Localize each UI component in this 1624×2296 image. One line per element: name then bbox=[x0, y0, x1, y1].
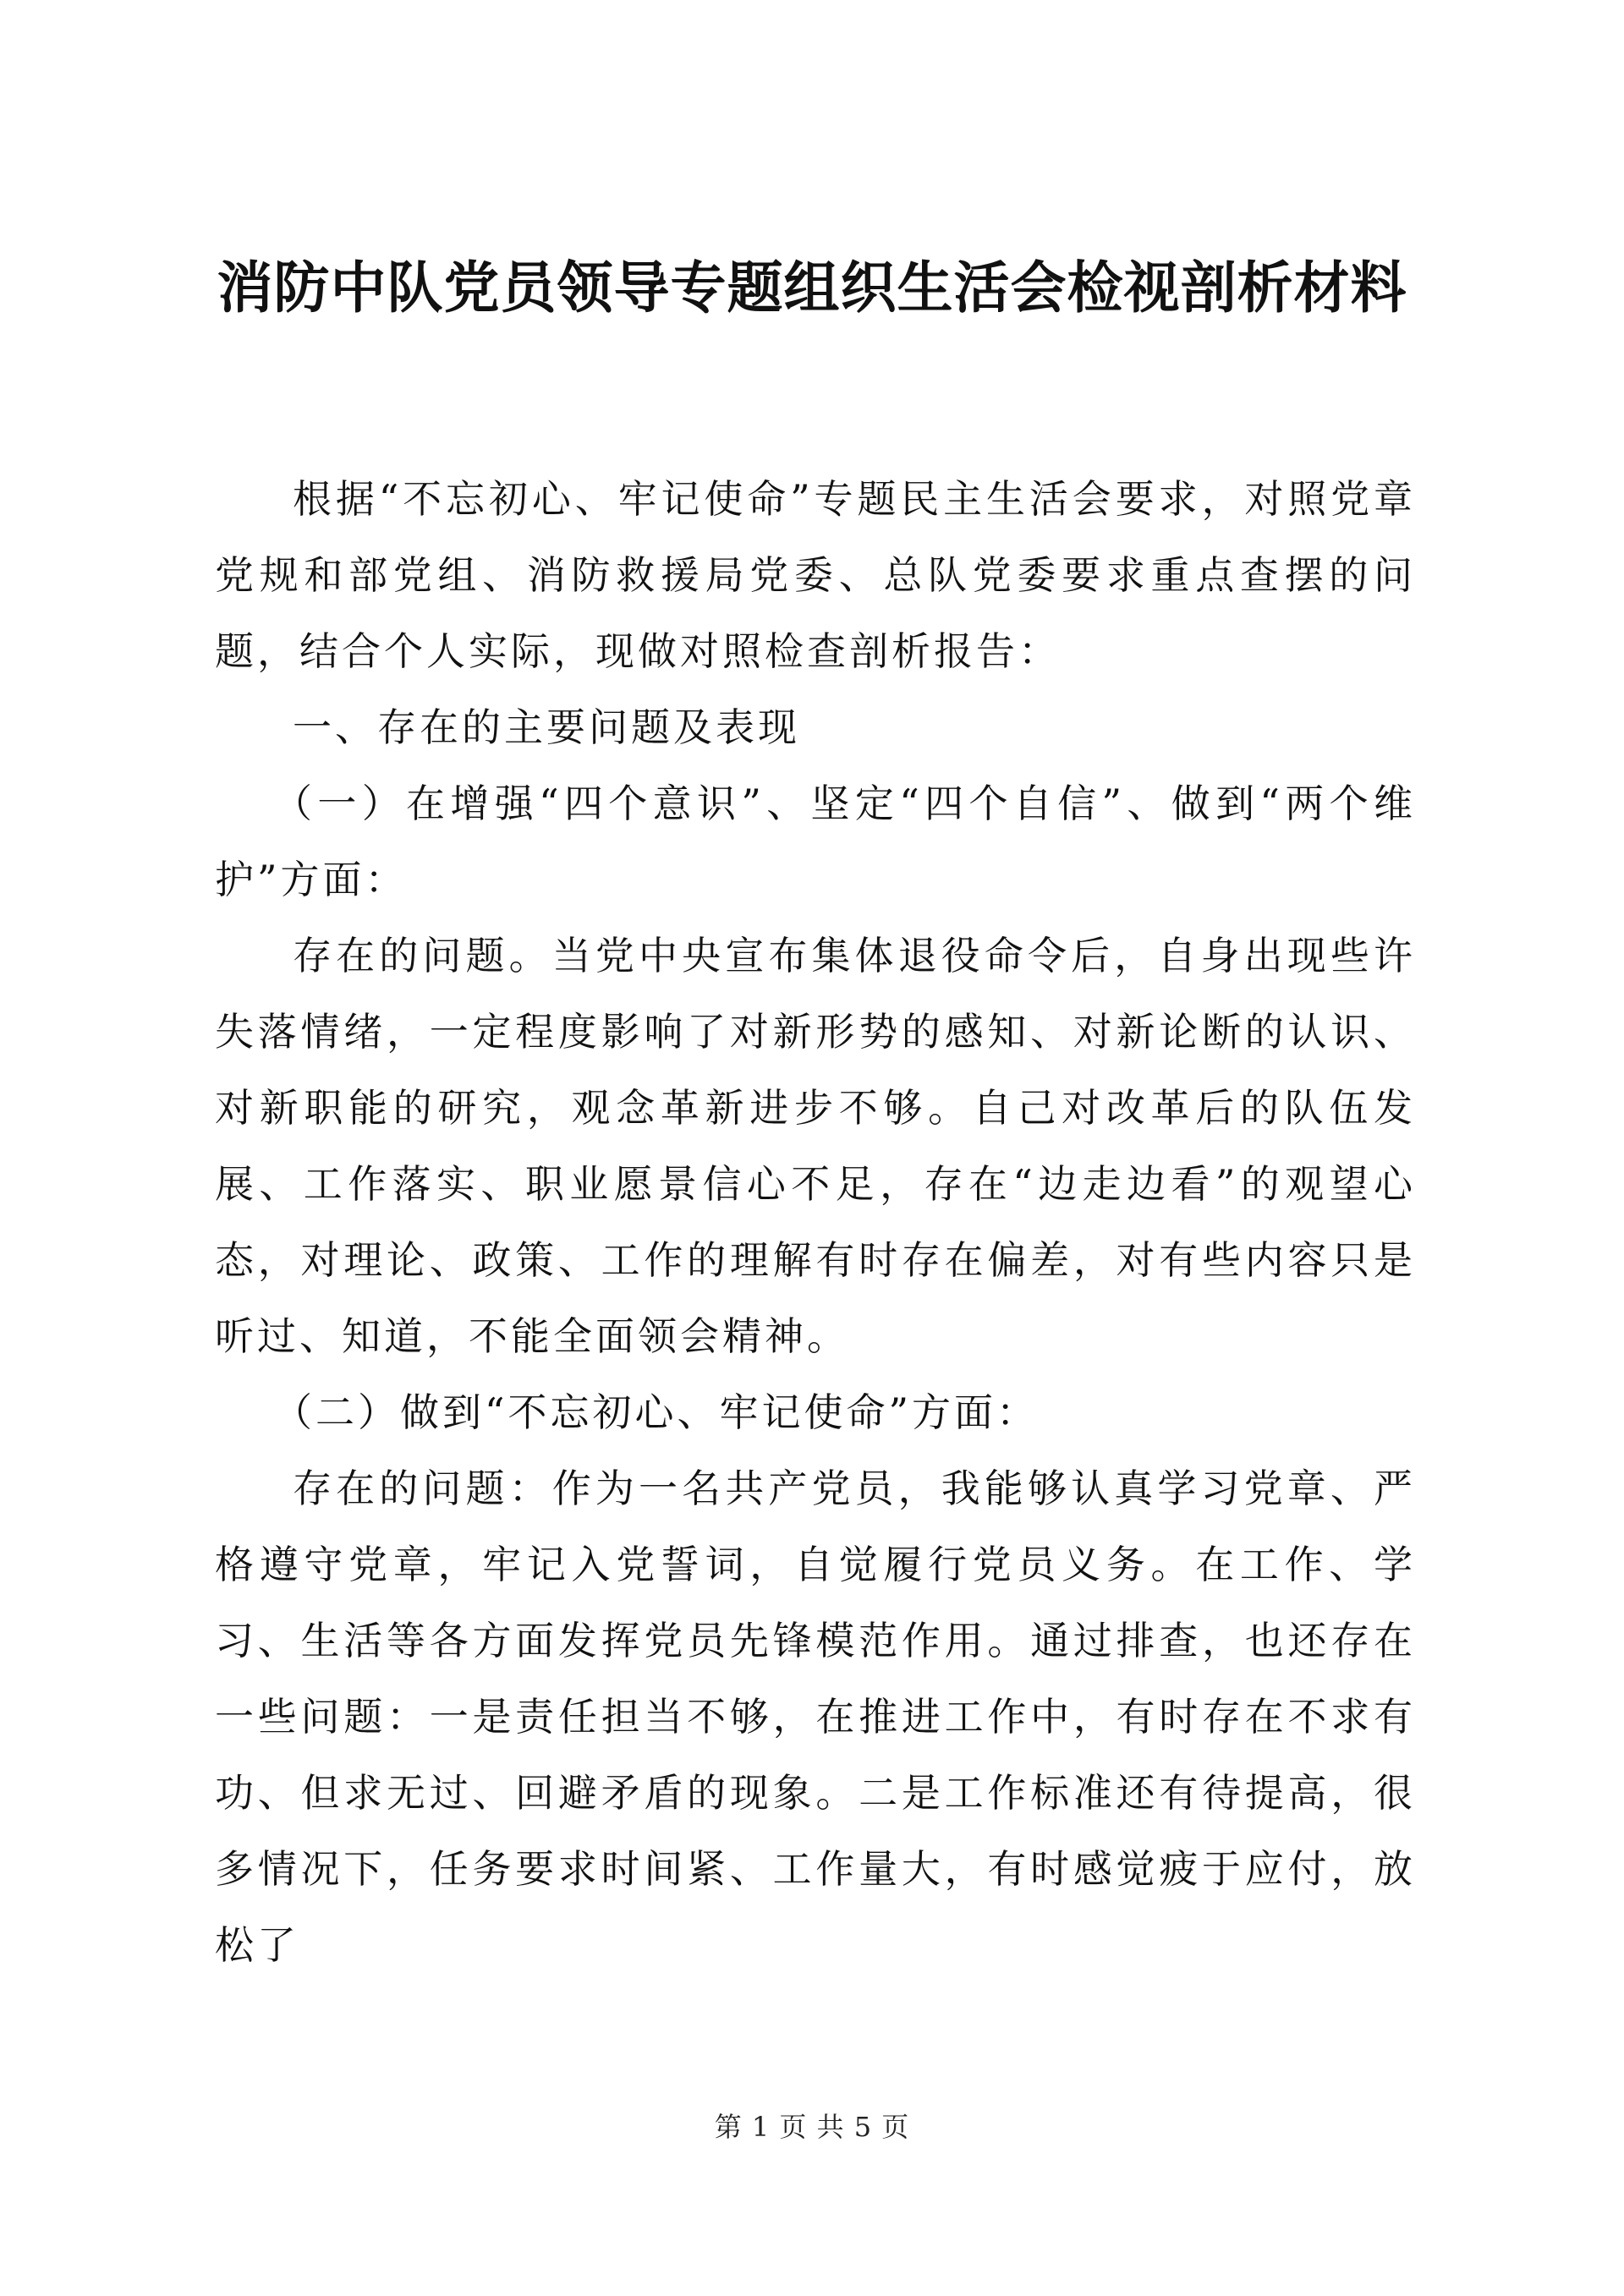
subsection-heading-1: （一）在增强“四个意识”、坚定“四个自信”、做到“两个维护”方面： bbox=[215, 781, 1416, 902]
document-title: 消防中队党员领导专题组织生活会检视剖析材料 bbox=[217, 255, 1407, 321]
section-heading: 一、存在的主要问题及表现 bbox=[293, 704, 800, 750]
subsection-heading-2: （二）做到“不忘初心、牢记使命”方面： bbox=[273, 1389, 1040, 1435]
paragraph-problem-1: 存在的问题。当党中央宣布集体退役命令后，自身出现些许失落情绪，一定程度影响了对新形势的感知、对新论断的认识、对新职能的研究，观念革新进步不够。自己对改革后的队伍发展、工作落实、职业愿景信心不足，存在“边走边看”的观望心态，对理论、政策、工作的理解有时存在偏差，对有些内容只是听过、知道，不能全面领会精神。 bbox=[215, 933, 1416, 1359]
document-body bbox=[215, 461, 1416, 1983]
paragraph-intro: 根据“不忘初心、牢记使命”专题民主生活会要求，对照党章党规和部党组、消防救援局党委、总队党委要求重点查摆的问题，结合个人实际，现做对照检查剖析报告： bbox=[215, 476, 1416, 674]
paragraph-problem-2: 存在的问题：作为一名共产党员，我能够认真学习党章、严格遵守党章，牢记入党誓词，自觉履行党员义务。在工作、学习、生活等各方面发挥党员先锋模范作用。通过排查，也还存在一些问题：一是责任担当不够，在推进工作中，有时存在不求有功、但求无过、回避矛盾的现象。二是工作标准还有待提高，很多情况下，任务要求时间紧、工作量大，有时感觉疲于应付，放松了 bbox=[215, 1466, 1416, 1968]
page-footer: 第 1 页 共 5 页 bbox=[714, 2111, 910, 2143]
